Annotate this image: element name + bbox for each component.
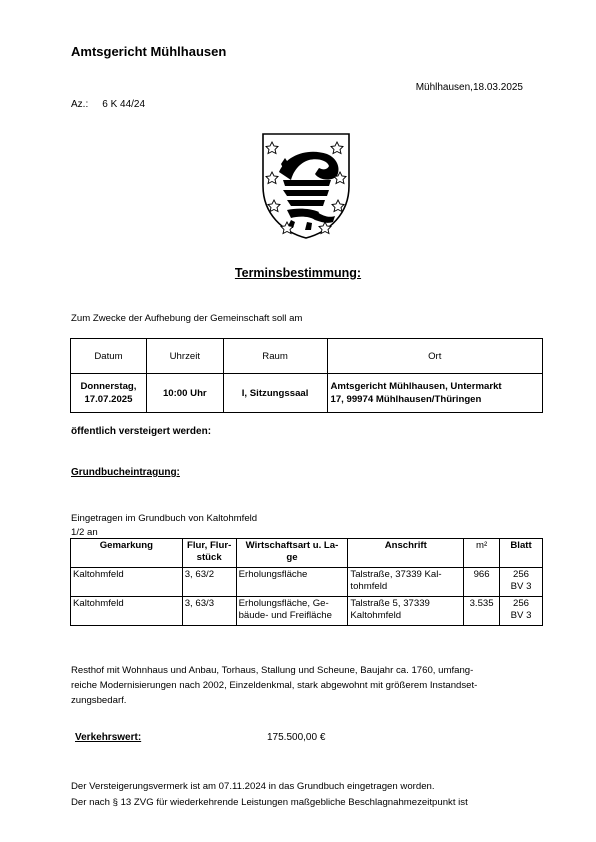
row-anschrift xyxy=(348,568,464,597)
date-weekday: Donnerstag, xyxy=(80,381,137,392)
parcel-table xyxy=(70,538,543,626)
row-m2: 966 xyxy=(464,568,500,597)
market-value-label-text: Verkehrswert: xyxy=(75,732,142,743)
header-flur xyxy=(182,539,236,568)
header-wirtschaftsart xyxy=(236,539,348,568)
header-room: Raum xyxy=(223,339,327,374)
header-gemarkung: Gemarkung xyxy=(71,539,183,568)
row-flur: 3, 63/3 xyxy=(182,597,236,626)
market-value-label xyxy=(75,732,141,743)
row-addr-2: Kaltohmfeld xyxy=(350,610,402,621)
market-value: 175.500,00 € xyxy=(267,732,326,743)
court-name: Amtsgericht Mühlhausen xyxy=(71,44,227,59)
place-line-2: 17, 99974 Mühlhausen/Thüringen xyxy=(330,394,482,405)
place-line-1: Amtsgericht Mühlhausen, Untermarkt xyxy=(330,381,502,392)
header-blatt: Blatt xyxy=(500,539,543,568)
appointment-table xyxy=(70,338,543,413)
row-wirt-2: bäude- und Freifläche xyxy=(238,610,332,621)
header-flur-2: stück xyxy=(196,552,222,563)
row-gemarkung: Kaltohmfeld xyxy=(71,568,183,597)
row-anschrift xyxy=(348,597,464,626)
property-description xyxy=(71,663,541,708)
header-m2: m² xyxy=(464,539,500,568)
appointment-date xyxy=(71,374,147,413)
row-addr-1: Talstraße 5, 37339 xyxy=(350,598,430,609)
appointment-room: I, Sitzungssaal xyxy=(223,374,327,413)
file-reference-value: 6 K 44/24 xyxy=(102,99,146,110)
row-wirtschaftsart xyxy=(236,568,348,597)
registered-text: Eingetragen im Grundbuch von Kaltohmfeld xyxy=(71,513,258,524)
appointment-place xyxy=(327,374,543,413)
header-place: Ort xyxy=(327,339,543,374)
auction-text: öffentlich versteigert werden: xyxy=(71,426,212,437)
appointment-row xyxy=(71,374,543,413)
file-reference-label: Az.: xyxy=(71,99,89,110)
header-flur-1: Flur, Flur- xyxy=(187,540,232,551)
header-time: Uhrzeit xyxy=(146,339,223,374)
share-text: 1/2 an xyxy=(71,527,98,538)
description-line-2: reiche Modernisierungen nach 2002, Einzeldenkmal, stark abgewohnt mit größerem Instandset- xyxy=(71,680,478,691)
description-line-3: zungsbedarf. xyxy=(71,695,127,706)
appointment-time: 10:00 Uhr xyxy=(146,374,223,413)
row-blatt-1: 256 xyxy=(513,569,530,580)
place-date: Mühlhausen,18.03.2025 xyxy=(415,82,523,93)
row-m2: 3.535 xyxy=(464,597,500,626)
row-addr-1: Talstraße, 37339 Kal- xyxy=(350,569,442,580)
parcel-header-row xyxy=(71,539,543,568)
description-line-1: Resthof mit Wohnhaus und Anbau, Torhaus, Stallung und Scheune, Baujahr ca. 1760, umfang- xyxy=(71,665,474,676)
row-blatt-2: BV 3 xyxy=(510,581,532,592)
date-value: 17.07.2025 xyxy=(84,394,133,405)
row-blatt-2: BV 3 xyxy=(510,610,532,621)
table-row xyxy=(71,568,543,597)
land-register-heading: Grundbucheintragung: xyxy=(71,467,180,478)
row-blatt xyxy=(500,568,543,597)
row-wirtschaftsart xyxy=(236,597,348,626)
appointment-header-row xyxy=(71,339,543,374)
footer-line-1: Der Versteigerungsvermerk ist am 07.11.2024 in das Grundbuch eingetragen worden. xyxy=(71,781,435,792)
thuringia-coat-of-arms-icon xyxy=(257,128,355,242)
footer-line-2: Der nach § 13 ZVG für wiederkehrende Leistungen maßgebliche Beschlagnahmezeitpunkt ist xyxy=(71,797,468,808)
header-wirt-1: Wirtschaftsart u. La- xyxy=(245,540,339,551)
row-blatt xyxy=(500,597,543,626)
row-addr-2: tohmfeld xyxy=(350,581,388,592)
page-heading: Terminsbestimmung: xyxy=(234,266,362,280)
header-wirt-2: ge xyxy=(286,552,298,563)
file-reference xyxy=(71,99,145,110)
intro-text: Zum Zwecke der Aufhebung der Gemeinschaft soll am xyxy=(71,313,303,324)
row-wirt-1: Erholungsfläche xyxy=(238,569,308,580)
row-gemarkung: Kaltohmfeld xyxy=(71,597,183,626)
row-flur: 3, 63/2 xyxy=(182,568,236,597)
header-anschrift: Anschrift xyxy=(348,539,464,568)
header-date: Datum xyxy=(71,339,147,374)
row-blatt-1: 256 xyxy=(513,598,530,609)
row-wirt-1: Erholungsfläche, Ge- xyxy=(238,598,329,609)
table-row xyxy=(71,597,543,626)
